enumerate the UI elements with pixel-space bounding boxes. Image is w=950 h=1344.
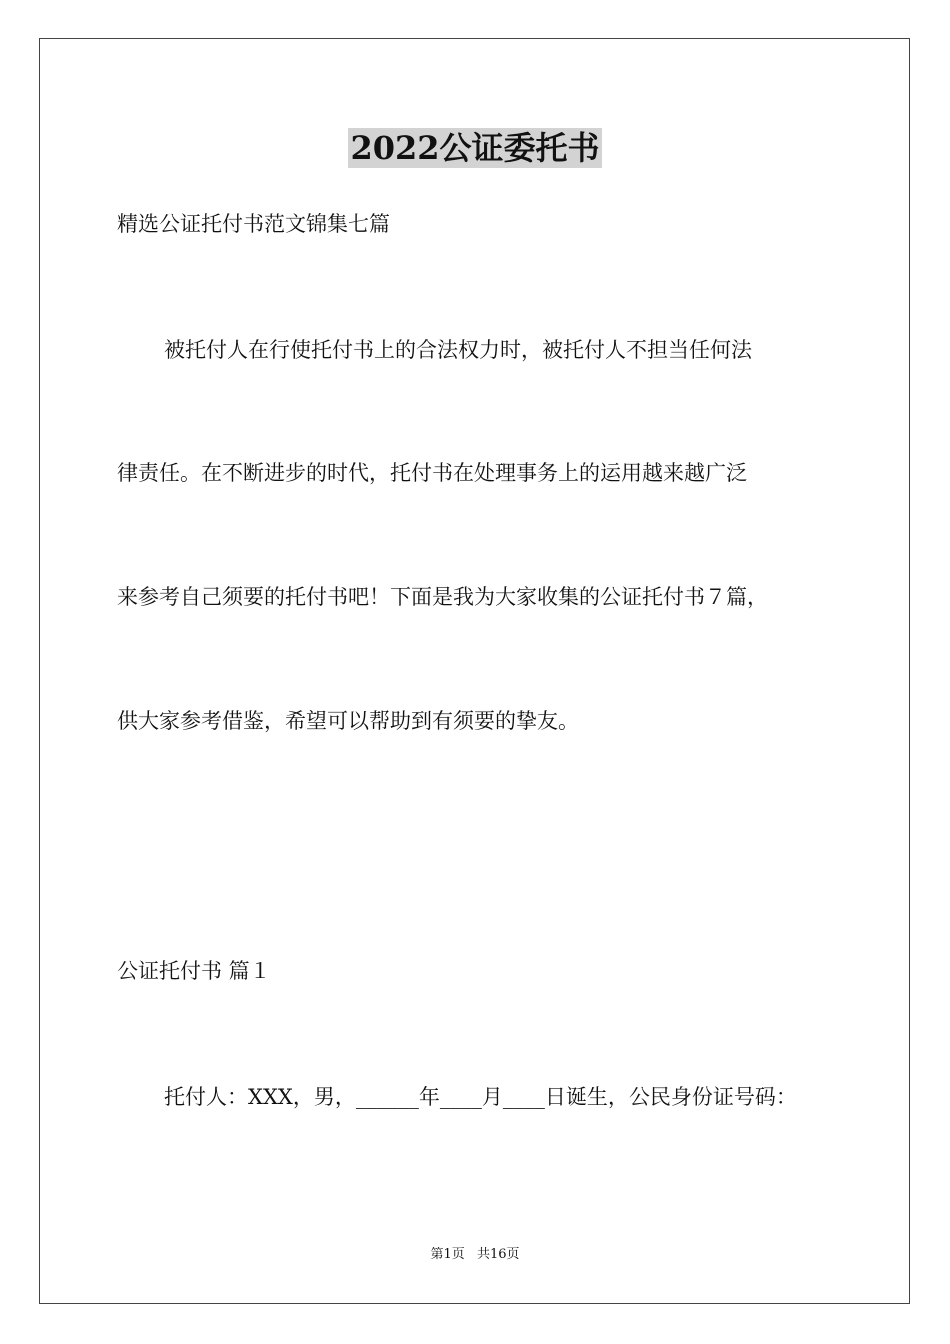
intro-line-4: 供大家参考借鉴，希望可以帮助到有须要的挚友。 [117,709,579,733]
intro-line-2: 律责任。在不断进步的时代，托付书在处理事务上的运用越来越广泛 [117,461,747,485]
intro-line-3: 来参考自己须要的托付书吧！下面是我为大家收集的公证托付书７篇， [117,585,768,609]
page-total: 共16页 [476,1247,520,1262]
page-number: 第1页 [430,1247,465,1262]
document-subtitle: 精选公证托付书范文锦集七篇 [117,212,390,236]
document-title: 2022公证委托书 [350,129,600,167]
section-heading: 公证托付书 篇１ [117,959,271,983]
section-line-1: 托付人：XXX，男，______年____月____日诞生，公民身份证号码： [164,1085,797,1109]
intro-line-1: 被托付人在行使托付书上的合法权力时，被托付人不担当任何法 [164,338,752,362]
page-footer [0,1246,950,1264]
title-container [0,128,950,168]
